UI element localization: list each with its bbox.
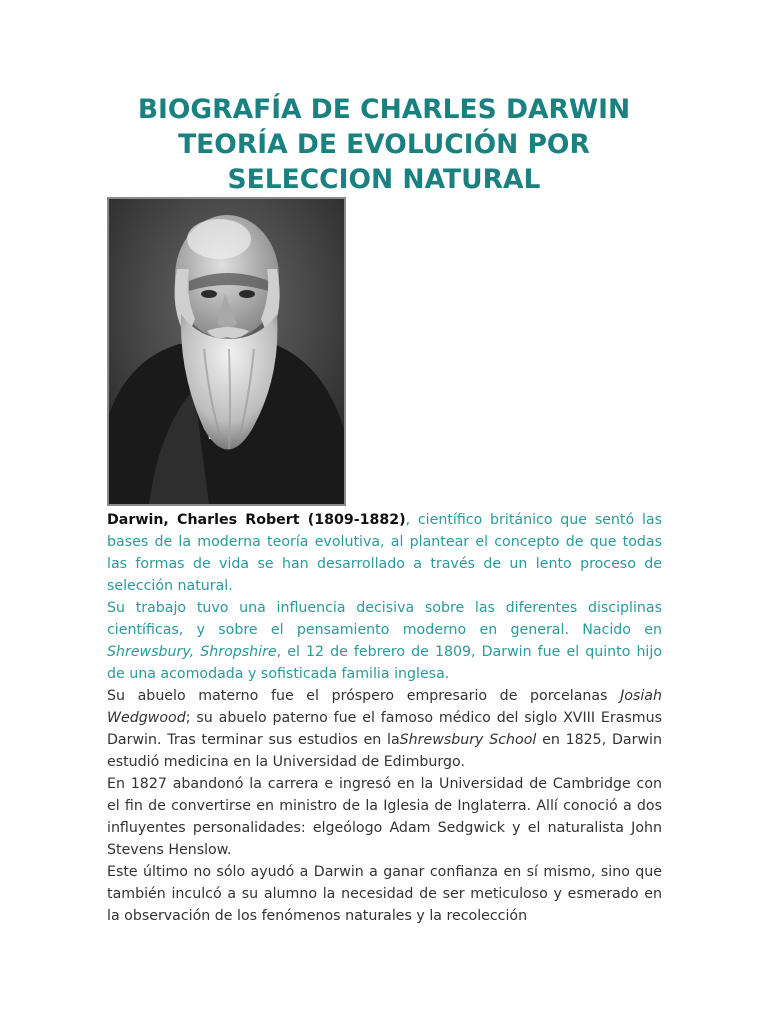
josiah-wedgwood: Josiah Wedgwood [107,688,662,726]
paragraph-3 [107,685,662,773]
paragraph-1 [107,509,662,597]
shrewsbury-school: Shrewsbury School [399,732,537,748]
darwin-portrait-icon [109,199,344,504]
birthplace: Shrewsbury, Shropshire [107,644,277,660]
title-line-2: TEORÍA DE EVOLUCIÓN POR [178,129,590,160]
title-line-1: BIOGRAFÍA DE CHARLES DARWIN [137,94,631,125]
subject-name: Darwin, Charles Robert (1809-1882) [107,512,406,528]
paragraph-3-text-c: en 1825, Darwin estudió medicina en la Universidad de Edimburgo. [107,732,662,770]
paragraph-3-text-b: ; su abuelo paterno fue el famoso médico del siglo XVIII Erasmus Darwin. Tras terminar sus estudios en la [107,710,662,748]
paragraph-2-text-a: Su trabajo tuvo una influencia decisiva sobre las diferentes disciplinas científicas, y sobre el pensamiento moderno en general. Nacido en [107,600,662,638]
page-title [60,92,708,197]
paragraph-4: En 1827 abandonó la carrera e ingresó en la Universidad de Cambridge con el fin de convertirse en ministro de la Iglesia de Inglaterra. Allí conoció a dos influyentes personalidades: elgeólogo Adam Sedgwick y el naturalista John Stevens Henslow. [107,776,662,858]
paragraph-2 [107,597,662,685]
biography-text [107,509,662,927]
paragraph-2-text-b: , el 12 de febrero de 1809, Darwin fue el quinto hijo de una acomodada y sofisticada familia inglesa. [107,644,662,682]
darwin-portrait [107,197,346,506]
title-line-3: SELECCION NATURAL [227,164,541,195]
paragraph-1-text: , científico británico que sentó las bases de la moderna teoría evolutiva, al plantear el concepto de que todas las formas de vida se han desarrollado a través de un lento proceso de selección natural. [107,512,662,594]
paragraph-3-text-a: Su abuelo materno fue el próspero empresario de porcelanas [107,688,621,704]
paragraph-5: Este último no sólo ayudó a Darwin a ganar confianza en sí mismo, sino que también inculcó a su alumno la necesidad de ser meticuloso y esmerado en la observación de los fenómenos naturales y la recolección [107,864,662,924]
